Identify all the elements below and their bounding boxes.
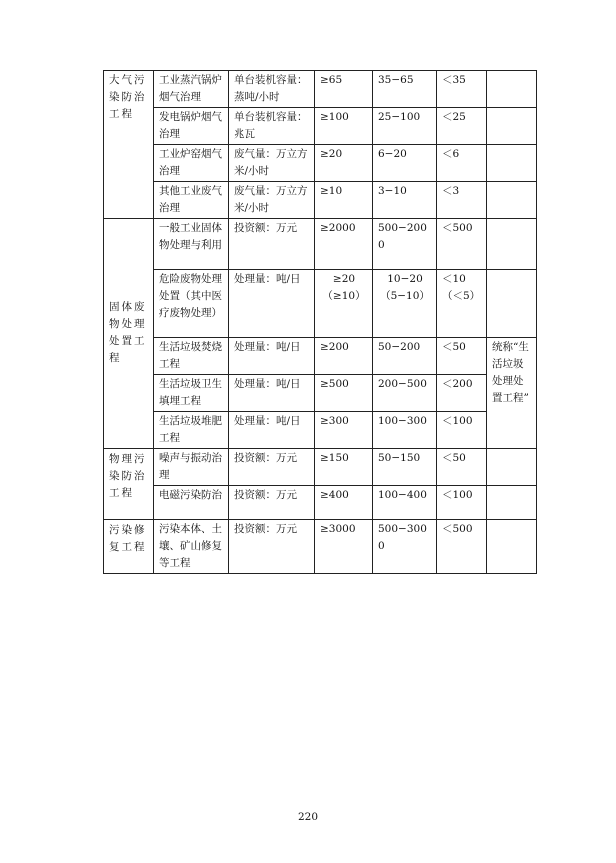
small-cell: ＜100 bbox=[437, 486, 487, 520]
unit-cell: 处理量：吨/日 bbox=[229, 375, 315, 412]
large-cell: ≥2000 bbox=[315, 219, 373, 270]
note-cell bbox=[487, 270, 537, 338]
large-cell: ≥400 bbox=[315, 486, 373, 520]
small-cell: ＜6 bbox=[437, 145, 487, 182]
large-cell: ≥100 bbox=[315, 108, 373, 145]
small-cell: ＜500 bbox=[437, 219, 487, 270]
item-cell: 其他工业废气治理 bbox=[154, 182, 229, 219]
note-cell bbox=[487, 449, 537, 486]
item-cell: 生活垃圾焚烧工程 bbox=[154, 338, 229, 375]
item-cell: 噪声与振动治理 bbox=[154, 449, 229, 486]
table-row bbox=[104, 338, 537, 375]
small-cell: ＜10 （＜5） bbox=[437, 270, 487, 338]
item-cell: 工业炉窑烟气治理 bbox=[154, 145, 229, 182]
item-cell: 污染本体、土壤、矿山修复等工程 bbox=[154, 520, 229, 574]
item-cell: 发电锅炉烟气治理 bbox=[154, 108, 229, 145]
table-row bbox=[104, 108, 537, 145]
note-cell bbox=[487, 182, 537, 219]
unit-cell: 单台装机容量：兆瓦 bbox=[229, 108, 315, 145]
medium-cell: 50−200 bbox=[373, 338, 437, 375]
item-cell: 一般工业固体物处理与利用 bbox=[154, 219, 229, 270]
table-row bbox=[104, 449, 537, 486]
unit-cell: 处理量：吨/日 bbox=[229, 338, 315, 375]
table-row bbox=[104, 270, 537, 338]
unit-cell: 投资额：万元 bbox=[229, 486, 315, 520]
unit-cell: 单台装机容量：蒸吨/小时 bbox=[229, 71, 315, 108]
medium-cell: 6−20 bbox=[373, 145, 437, 182]
category-cell: 污染修复工程 bbox=[104, 520, 154, 574]
item-cell: 电磁污染防治 bbox=[154, 486, 229, 520]
table-row bbox=[104, 486, 537, 520]
note-cell bbox=[487, 219, 537, 270]
note-cell bbox=[487, 145, 537, 182]
unit-cell: 废气量：万立方米/小时 bbox=[229, 182, 315, 219]
item-cell: 工业蒸汽锅炉烟气治理 bbox=[154, 71, 229, 108]
medium-cell: 3−10 bbox=[373, 182, 437, 219]
large-cell: ≥150 bbox=[315, 449, 373, 486]
table-row bbox=[104, 182, 537, 219]
table-row bbox=[104, 145, 537, 182]
medium-cell: 100−300 bbox=[373, 412, 437, 449]
medium-cell: 50−150 bbox=[373, 449, 437, 486]
large-cell: ≥20 bbox=[315, 145, 373, 182]
unit-cell: 投资额：万元 bbox=[229, 520, 315, 574]
small-cell: ＜35 bbox=[437, 71, 487, 108]
item-cell: 危险废物处理处置（其中医疗废物处理） bbox=[154, 270, 229, 338]
unit-cell: 处理量：吨/日 bbox=[229, 270, 315, 338]
note-cell: 统称“生活垃圾处理处置工程” bbox=[487, 338, 537, 449]
medium-cell: 100−400 bbox=[373, 486, 437, 520]
large-cell: ≥65 bbox=[315, 71, 373, 108]
medium-cell: 35−65 bbox=[373, 71, 437, 108]
project-scale-table bbox=[103, 70, 537, 574]
note-cell bbox=[487, 520, 537, 574]
table-row bbox=[104, 412, 537, 449]
table-row bbox=[104, 520, 537, 574]
medium-cell: 10−20 （5−10） bbox=[373, 270, 437, 338]
small-cell: ＜100 bbox=[437, 412, 487, 449]
small-cell: ＜200 bbox=[437, 375, 487, 412]
page-number: 220 bbox=[297, 811, 319, 823]
medium-cell: 500−3000 bbox=[373, 520, 437, 574]
table-row bbox=[104, 375, 537, 412]
unit-cell: 废气量：万立方米/小时 bbox=[229, 145, 315, 182]
table-row bbox=[104, 71, 537, 108]
large-cell: ≥20 （≥10） bbox=[315, 270, 373, 338]
small-cell: ＜500 bbox=[437, 520, 487, 574]
note-cell bbox=[487, 486, 537, 520]
medium-cell: 500−2000 bbox=[373, 219, 437, 270]
item-cell: 生活垃圾卫生填埋工程 bbox=[154, 375, 229, 412]
category-cell: 物理污染防治工程 bbox=[104, 449, 154, 520]
large-cell: ≥500 bbox=[315, 375, 373, 412]
table-row bbox=[104, 219, 537, 270]
large-cell: ≥300 bbox=[315, 412, 373, 449]
small-cell: ＜3 bbox=[437, 182, 487, 219]
medium-cell: 25−100 bbox=[373, 108, 437, 145]
medium-cell: 200−500 bbox=[373, 375, 437, 412]
note-cell bbox=[487, 71, 537, 108]
category-cell: 固体废物处理处置工程 bbox=[104, 219, 154, 449]
unit-cell: 处理量：吨/日 bbox=[229, 412, 315, 449]
item-cell: 生活垃圾堆肥工程 bbox=[154, 412, 229, 449]
small-cell: ＜50 bbox=[437, 338, 487, 375]
category-cell: 大气污染防治工程 bbox=[104, 71, 154, 219]
note-cell bbox=[487, 108, 537, 145]
unit-cell: 投资额：万元 bbox=[229, 219, 315, 270]
large-cell: ≥3000 bbox=[315, 520, 373, 574]
large-cell: ≥200 bbox=[315, 338, 373, 375]
small-cell: ＜25 bbox=[437, 108, 487, 145]
unit-cell: 投资额：万元 bbox=[229, 449, 315, 486]
small-cell: ＜50 bbox=[437, 449, 487, 486]
large-cell: ≥10 bbox=[315, 182, 373, 219]
